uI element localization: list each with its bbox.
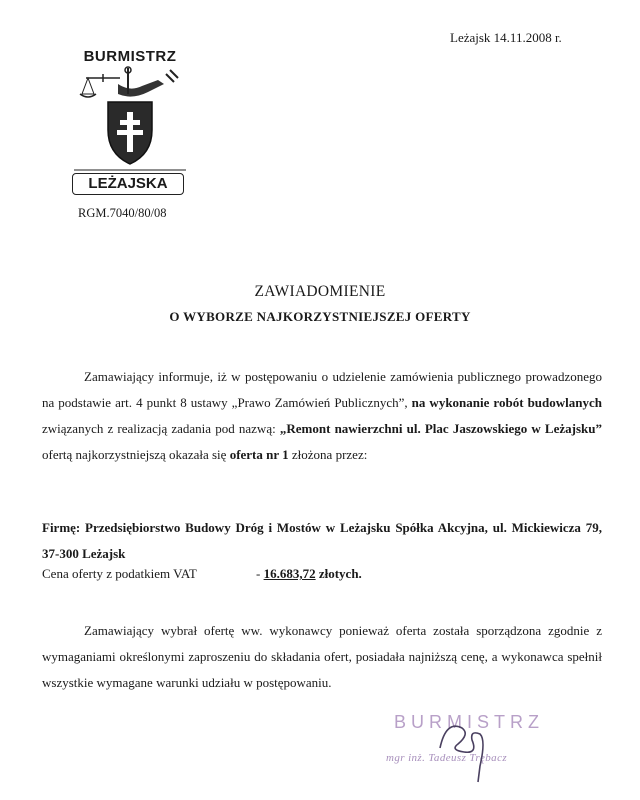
p3-text: Zamawiający wybrał ofertę ww. wykonawcy ponieważ oferta została sporządzona zgodnie z wymaganiami określonymi zaproszeniu do składania ofert, posiadała najniższą cenę, a wykonawca spełnił wszystkie wymagane warunki udziału w postępowaniu.: [42, 623, 602, 690]
price-value: [256, 566, 362, 582]
price-currency: złotych.: [315, 566, 362, 581]
p1-bold-3: oferta nr 1: [229, 447, 289, 462]
document-date: Leżajsk 14.11.2008 r.: [450, 30, 562, 45]
document-title: ZAWIADOMIENIE: [254, 283, 386, 300]
p1-bold-2: „Remont nawierzchni ul. Plac Jaszowskiego w Leżajsku”: [279, 421, 602, 436]
p1-text-4: złożona przez:: [288, 447, 368, 462]
reference-number: RGM.7040/80/08: [78, 206, 167, 220]
paragraph-justification: [42, 618, 602, 696]
p1-bold-1: na wykonanie robót budowlanych: [411, 395, 602, 410]
p1-text-2: związanych z realizacją zadania pod nazwą:: [42, 421, 280, 436]
logo-bottom-text: LEŻAJSKA: [72, 173, 184, 195]
logo-top-text: BURMISTRZ: [83, 48, 177, 65]
p1-text-3: ofertą najkorzystniejszą okazała się: [42, 447, 230, 462]
stamp-title: BURMISTRZ: [394, 712, 544, 732]
firm-text: Firmę: Przedsiębiorstwo Budowy Dróg i Mostów w Leżajsku Spółka Akcyjna, ul. Mickiewicza 79, 37-300 Leżajsk: [42, 520, 602, 561]
coat-of-arms-logo: [68, 48, 192, 198]
price-label: Cena oferty z podatkiem VAT: [42, 566, 197, 581]
price-amount: 16.683,72: [263, 566, 316, 581]
signature-icon: [374, 704, 574, 784]
mayor-stamp: [374, 704, 574, 784]
p1-text-1: Zamawiający informuje, iż w postępowaniu o udzielenie zamówienia publicznego prowadzonego na podstawie art. 4 punkt 8 ustawy „Prawo Zamówień Publicznych”,: [42, 369, 602, 410]
offer-price: [42, 566, 362, 582]
coat-of-arms-icon: [68, 64, 192, 172]
stamp-signatory: mgr inż. Tadeusz Trębacz: [386, 752, 508, 764]
price-dash: -: [256, 566, 264, 581]
firm-details: [42, 515, 602, 567]
paragraph-announcement: [42, 364, 602, 468]
document-subtitle: O WYBORZE NAJKORZYSTNIEJSZEJ OFERTY: [169, 309, 471, 324]
